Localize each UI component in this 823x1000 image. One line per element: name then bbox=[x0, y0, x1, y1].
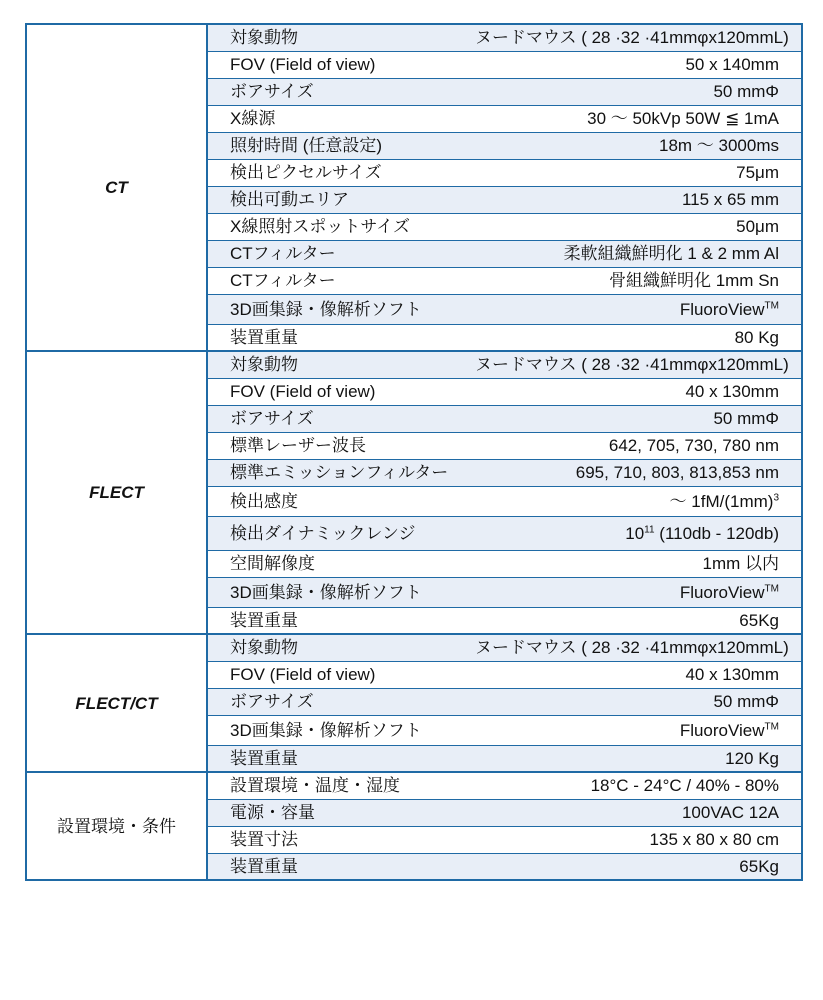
spec-value-text: 50 mmΦ bbox=[713, 82, 779, 101]
spec-value-text: 115 x 65 mm bbox=[681, 190, 779, 209]
spec-name: 検出可動エリア bbox=[207, 186, 469, 213]
spec-name: 検出ダイナミックレンジ bbox=[207, 516, 469, 550]
spec-value-text: 50 mmΦ bbox=[713, 409, 779, 428]
spec-name: 対象動物 bbox=[207, 634, 469, 661]
spec-value-text: FluoroView bbox=[679, 299, 765, 319]
spec-value bbox=[469, 267, 802, 294]
spec-value bbox=[469, 486, 802, 516]
spec-value-sup: TM bbox=[764, 299, 779, 311]
spec-table-body bbox=[26, 24, 802, 880]
spec-name: 装置重量 bbox=[207, 745, 469, 772]
spec-value bbox=[469, 159, 802, 186]
spec-value-sup: TM bbox=[764, 582, 779, 594]
spec-value bbox=[469, 324, 802, 351]
spec-value-text: 柔軟組織鮮明化 1 & 2 mm Al bbox=[563, 244, 779, 263]
category-label: 設置環境・条件 bbox=[26, 772, 207, 880]
spec-value bbox=[469, 607, 802, 634]
spec-value-text: 50 mmΦ bbox=[713, 692, 779, 711]
spec-value-text: 40 x 130mm bbox=[685, 665, 779, 684]
spec-value bbox=[469, 715, 802, 745]
spec-name: 3D画集録・像解析ソフト bbox=[207, 294, 469, 324]
spec-value-sup: 3 bbox=[773, 491, 779, 503]
spec-value-text: 65Kg bbox=[739, 610, 779, 630]
spec-name: 3D画集録・像解析ソフト bbox=[207, 715, 469, 745]
spec-value-text: 75μm bbox=[736, 163, 779, 182]
spec-value-text: 50μm bbox=[736, 217, 779, 236]
spec-name: 装置重量 bbox=[207, 853, 469, 880]
spec-value bbox=[469, 294, 802, 324]
spec-value-text: 1mm 以内 bbox=[702, 554, 779, 573]
spec-value bbox=[469, 405, 802, 432]
spec-value bbox=[469, 826, 802, 853]
spec-value-text: 100VAC 12A bbox=[681, 803, 779, 822]
spec-value bbox=[469, 351, 802, 378]
spec-value-text: ヌードマウス ( 28 ·32 ·41mmφx120mmL) bbox=[475, 355, 789, 375]
spec-name: ボアサイズ bbox=[207, 405, 469, 432]
spec-value bbox=[469, 577, 802, 607]
spec-value bbox=[469, 853, 802, 880]
spec-name: 対象動物 bbox=[207, 351, 469, 378]
category-label: CT bbox=[26, 24, 207, 351]
spec-table bbox=[25, 23, 803, 881]
spec-name: 空間解像度 bbox=[207, 550, 469, 577]
spec-value-text: 40 x 130mm bbox=[685, 382, 779, 401]
spec-value-text: 120 Kg bbox=[725, 748, 779, 768]
spec-row bbox=[26, 634, 802, 661]
spec-name: 装置寸法 bbox=[207, 826, 469, 853]
spec-value bbox=[469, 745, 802, 772]
spec-name: 対象動物 bbox=[207, 24, 469, 51]
spec-name: ボアサイズ bbox=[207, 78, 469, 105]
spec-value-text: 10 bbox=[625, 523, 645, 543]
spec-value-text: 骨組織鮮明化 1mm Sn bbox=[608, 271, 779, 290]
spec-value bbox=[469, 516, 802, 550]
spec-value bbox=[469, 132, 802, 159]
spec-value-text: 135 x 80 x 80 cm bbox=[649, 830, 779, 849]
spec-value bbox=[469, 186, 802, 213]
spec-name: 装置重量 bbox=[207, 324, 469, 351]
spec-name: 照射時間 (任意設定) bbox=[207, 132, 469, 159]
spec-name: 検出ピクセルサイズ bbox=[207, 159, 469, 186]
spec-value-text: FluoroView bbox=[679, 720, 765, 740]
spec-value-sup: TM bbox=[764, 720, 779, 732]
spec-value bbox=[469, 105, 802, 132]
spec-value-text: 642, 705, 730, 780 nm bbox=[608, 436, 779, 455]
spec-name: X線照射スポットサイズ bbox=[207, 213, 469, 240]
spec-value-text: 〜 1fM/(1mm) bbox=[669, 491, 774, 511]
spec-name: 検出感度 bbox=[207, 486, 469, 516]
spec-value bbox=[469, 240, 802, 267]
spec-value bbox=[469, 799, 802, 826]
spec-value bbox=[469, 550, 802, 577]
spec-value bbox=[469, 78, 802, 105]
spec-value bbox=[469, 772, 802, 799]
spec-value-text: ヌードマウス ( 28 ·32 ·41mmφx120mmL) bbox=[475, 638, 789, 658]
spec-value bbox=[469, 378, 802, 405]
spec-name: 標準エミッションフィルター bbox=[207, 459, 469, 486]
spec-row bbox=[26, 24, 802, 51]
spec-value-text: 80 Kg bbox=[734, 327, 779, 347]
spec-name: 設置環境・温度・湿度 bbox=[207, 772, 469, 799]
spec-value-text: FluoroView bbox=[679, 582, 765, 602]
spec-value-suffix: (110db - 120db) bbox=[654, 523, 779, 543]
spec-value bbox=[469, 24, 802, 51]
spec-value bbox=[469, 661, 802, 688]
spec-name: 電源・容量 bbox=[207, 799, 469, 826]
spec-value bbox=[469, 634, 802, 661]
spec-name: CTフィルター bbox=[207, 240, 469, 267]
spec-row bbox=[26, 772, 802, 799]
spec-name: ボアサイズ bbox=[207, 688, 469, 715]
category-label: FLECT bbox=[26, 351, 207, 634]
spec-value-text: 695, 710, 803, 813,853 nm bbox=[575, 463, 779, 482]
spec-name: FOV (Field of view) bbox=[207, 378, 469, 405]
spec-value-text: ヌードマウス ( 28 ·32 ·41mmφx120mmL) bbox=[475, 28, 789, 48]
spec-value-text: 30 〜 50kVp 50W ≦ 1mA bbox=[587, 109, 779, 128]
spec-value bbox=[469, 213, 802, 240]
spec-name: FOV (Field of view) bbox=[207, 661, 469, 688]
spec-name: 3D画集録・像解析ソフト bbox=[207, 577, 469, 607]
spec-value-text: 65Kg bbox=[739, 856, 779, 876]
spec-value-text: 18°C - 24°C / 40% - 80% bbox=[590, 776, 779, 796]
category-label: FLECT/CT bbox=[26, 634, 207, 772]
spec-name: 標準レーザー波長 bbox=[207, 432, 469, 459]
spec-value-text: 18m 〜 3000ms bbox=[659, 136, 779, 155]
spec-value bbox=[469, 51, 802, 78]
spec-name: CTフィルター bbox=[207, 267, 469, 294]
spec-value-text: 50 x 140mm bbox=[685, 55, 779, 74]
spec-name: FOV (Field of view) bbox=[207, 51, 469, 78]
spec-value-sup: 11 bbox=[644, 523, 655, 535]
spec-value bbox=[469, 459, 802, 486]
spec-value bbox=[469, 688, 802, 715]
spec-name: X線源 bbox=[207, 105, 469, 132]
spec-value bbox=[469, 432, 802, 459]
spec-name: 装置重量 bbox=[207, 607, 469, 634]
spec-row bbox=[26, 351, 802, 378]
